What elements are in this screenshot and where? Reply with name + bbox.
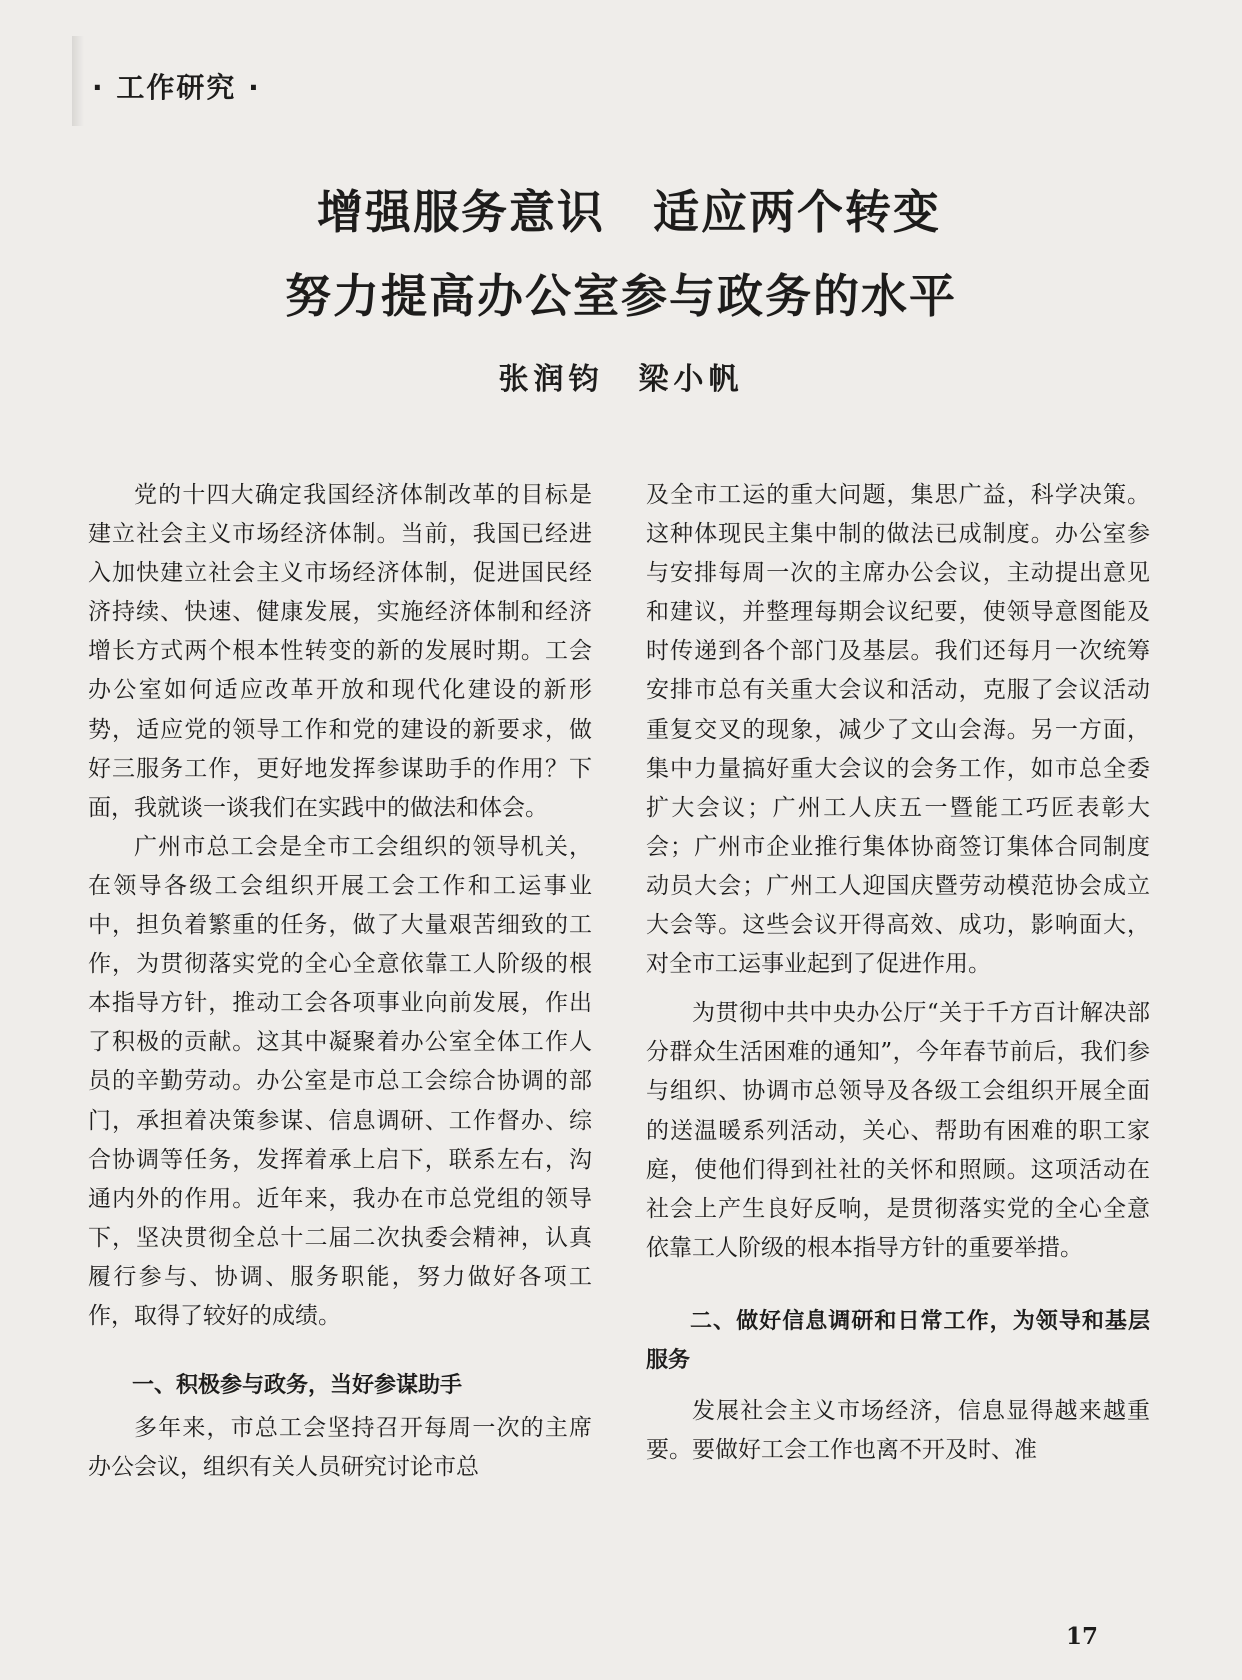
right-column xyxy=(646,476,1150,1470)
paragraph-meetings-start: 多年来，市总工会坚持召开每周一次的主席办公会议，组织有关人员研究讨论市总 xyxy=(88,1415,592,1481)
paragraph-warmth-campaign: 为贯彻中共中央办公厅“关于千方百计解决部分群众生活困难的通知”，今年春节前后，我们参与组织、协调市总领导及各级工会组织开展全面的送温暖系列活动，关心、帮助有困难的职工家庭，使他们得到社社的关怀和照顾。这项活动在社会上产生良好反响，是贯彻落实党的全心全意依靠工人阶级的根本指导方针的重要举措。 xyxy=(646,1000,1150,1261)
section-heading-2: 二、做好信息调研和日常工作，为领导和基层服务 xyxy=(646,1308,1150,1373)
paragraph-union-role: 广州市总工会是全市工会组织的领导机关，在领导各级工会组织开展工会工作和工运事业中，担负着繁重的任务，做了大量艰苦细致的工作，为贯彻落实党的全心全意依靠工人阶级的根本指导方针，推动工会各项事业向前发展，作出了积极的贡献。这其中凝聚着办公室全体工作人员的辛勤劳动。办公室是市总工会综合协调的部门，承担着决策参谋、信息调研、工作督办、综合协调等任务，发挥着承上启下，联系左右，沟通内外的作用。近年来，我办在市总党组的领导下，坚决贯彻全总十二届二次执委会精神，认真履行参与、协调、服务职能，努力做好各项工作，取得了较好的成绩。 xyxy=(88,833,592,1329)
paragraph-information: 发展社会主义市场经济，信息显得越来越重要。要做好工会工作也离不开及时、准 xyxy=(646,1398,1150,1464)
section-heading-1: 一、积极参与政务，当好参谋助手 xyxy=(132,1373,463,1399)
left-column xyxy=(88,476,592,1487)
paragraph-intro: 党的十四大确定我国经济体制改革的目标是建立社会主义市场经济体制。当前，我国已经进入加快建立社会主义市场经济体制，促进国民经济持续、快速、健康发展，实施经济体制和经济增长方式两个根本性转变的新的发展时期。工会办公室如何适应改革开放和现代化建设的新形势，适应党的领导工作和党的建设的新要求，做好三服务工作，更好地发挥参谋助手的作用？下面，我就谈一谈我们在实践中的做法和体会。 xyxy=(88,482,592,821)
section-tag: · 工作研究 · xyxy=(92,71,261,104)
page-number: 17 xyxy=(1066,1623,1099,1650)
scan-shadow xyxy=(72,36,84,126)
paragraph-meetings-continued: 及全市工运的重大问题，集思广益，科学决策。这种体现民主集中制的做法已成制度。办公室参与安排每周一次的主席办公会议，主动提出意见和建议，并整理每期会议纪要，使领导意图能及时传递到各个部门及基层。我们还每月一次统筹安排市总有关重大会议和活动，克服了会议活动重复交叉的现象，减少了文山会海。另一方面，集中力量搞好重大会议的会务工作，如市总全委扩大会议；广州工人庆五一暨能工巧匠表彰大会；广州市企业推行集体协商签订集体合同制度动员大会；广州工人迎国庆暨劳动模范协会成立大会等。这些会议开得高效、成功，影响面大，对全市工运事业起到了促进作用。 xyxy=(646,482,1150,978)
article-title-line-1: 增强服务意识 适应两个转变 xyxy=(317,185,941,239)
article-title-line-2: 努力提高办公室参与政务的水平 xyxy=(285,269,957,323)
article-authors: 张润钧 梁小帆 xyxy=(498,362,744,397)
